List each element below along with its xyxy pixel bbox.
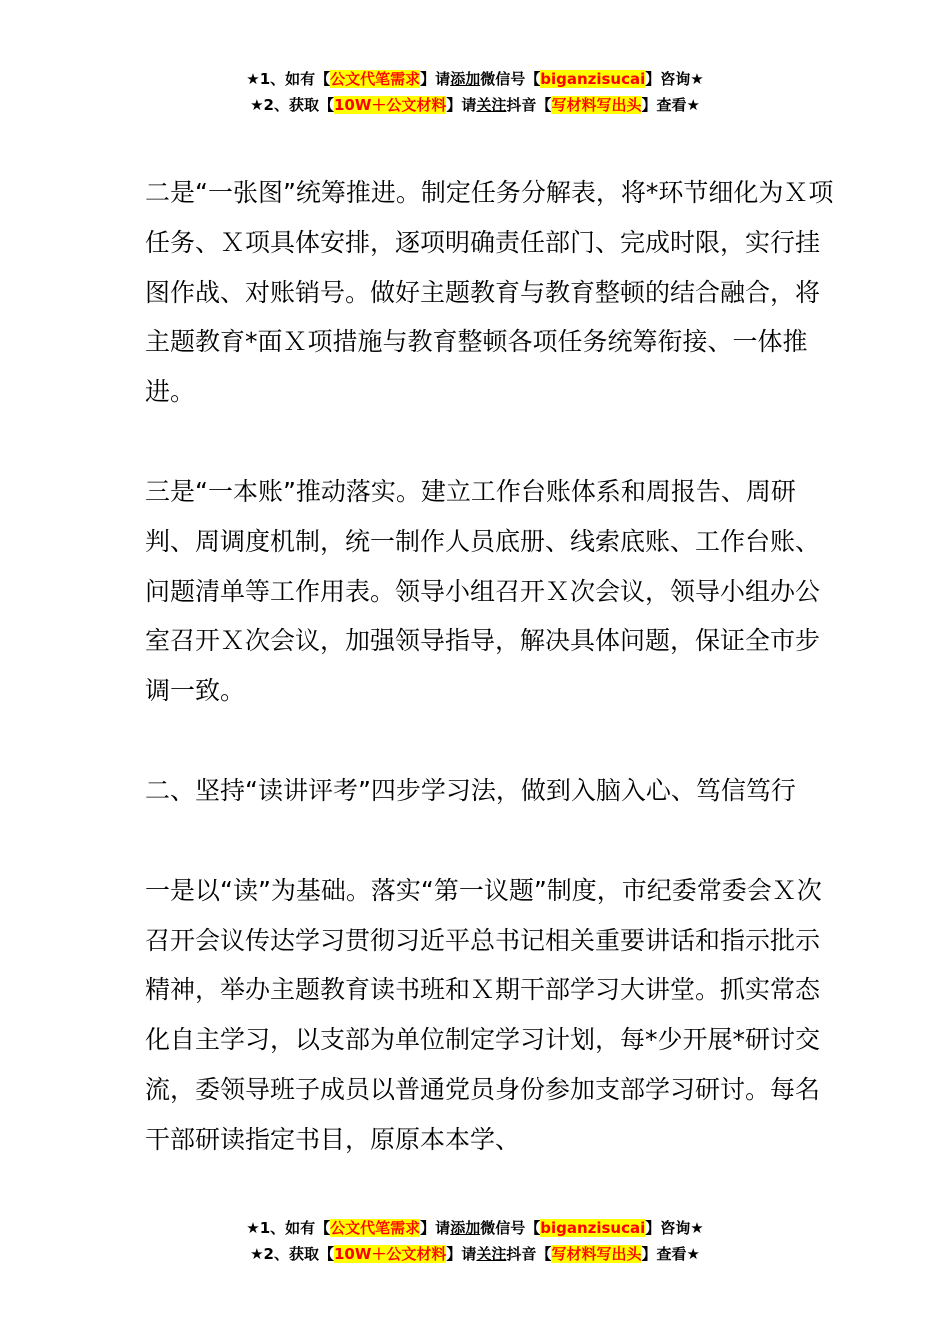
banner-underlined: 添加 (450, 1219, 481, 1237)
banner-text: 】咨询★ (645, 70, 704, 88)
paragraph-1: 二是“一张图”统筹推进。制定任务分解表，将*环节细化为Ｘ项任务、Ｘ项具体安排，逐项明确责任部门、完成时限，实行挂图作战、对账销号。做好主题教育与教育整顿的结合融合，将主题教育*面Ｘ项措施与教育整顿各项任务统筹衔接、一体推进。 (145, 178, 834, 407)
banner-line-2 (0, 1241, 950, 1267)
banner-line-2 (0, 92, 950, 118)
paragraph-2: 三是“一本账”推动落实。建立工作台账体系和周报告、周研判、周调度机制，统一制作人员底册、线索底账、工作台账、问题清单等工作用表。领导小组召开Ｘ次会议，领导小组办公室召开Ｘ次会议，加强领导指导，解决具体问题，保证全市步调一致。 (145, 476, 821, 706)
banner-text: 抖音【 (506, 1245, 552, 1263)
banner-line-1 (0, 66, 950, 92)
banner-underlined: 关注 (476, 1245, 507, 1263)
banner-text: 微信号【 (480, 70, 541, 88)
banner-text: 】查看★ (641, 96, 700, 114)
banner-highlight: 公文代笔需求 (330, 70, 421, 88)
banner-text: ★2、获取【 (250, 1245, 334, 1263)
banner-highlight: 写材料写出头 (551, 96, 642, 114)
banner-highlight: 写材料写出头 (551, 1245, 642, 1263)
banner-text: 】请 (420, 70, 451, 88)
banner-underlined: 添加 (450, 70, 481, 88)
banner-text: ★1、如有【 (246, 70, 331, 88)
banner-underlined: 关注 (476, 96, 507, 114)
footer-banner (0, 1215, 950, 1267)
paragraph-3: 一是以“读”为基础。落实“第一议题”制度，市纪委常委会Ｘ次召开会议传达学习贯彻习近平总书记相关重要讲话和指示批示精神，举办主题教育读书班和Ｘ期干部学习大讲堂。抓实常态化自主学习，以支部为单位制定学习计划，每*少开展*研讨交流，委领导班子成员以普通党员身份参加支部学习研讨。每名干部研读指定书目，原原本本学、 (145, 875, 822, 1154)
banner-text: 抖音【 (506, 96, 552, 114)
banner-text: 】请 (420, 1219, 451, 1237)
banner-text: 】请 (446, 1245, 477, 1263)
banner-text: 】查看★ (641, 1245, 700, 1263)
section-heading: 二、坚持“读讲评考”四步学习法，做到入脑入心、笃信笃行 (145, 775, 796, 805)
banner-highlight: 公文代笔需求 (330, 1219, 421, 1237)
banner-text: 】请 (446, 96, 477, 114)
banner-highlight: 10W＋公文材料 (333, 96, 447, 114)
banner-text: ★2、获取【 (250, 96, 334, 114)
banner-highlight: biganzisucai (540, 70, 646, 88)
banner-text: ★1、如有【 (246, 1219, 331, 1237)
banner-highlight: 10W＋公文材料 (333, 1245, 447, 1263)
banner-line-1 (0, 1215, 950, 1241)
banner-highlight: biganzisucai (540, 1219, 646, 1237)
document-body (145, 168, 835, 1165)
banner-text: 】咨询★ (645, 1219, 704, 1237)
banner-text: 微信号【 (480, 1219, 541, 1237)
header-banner (0, 66, 950, 118)
